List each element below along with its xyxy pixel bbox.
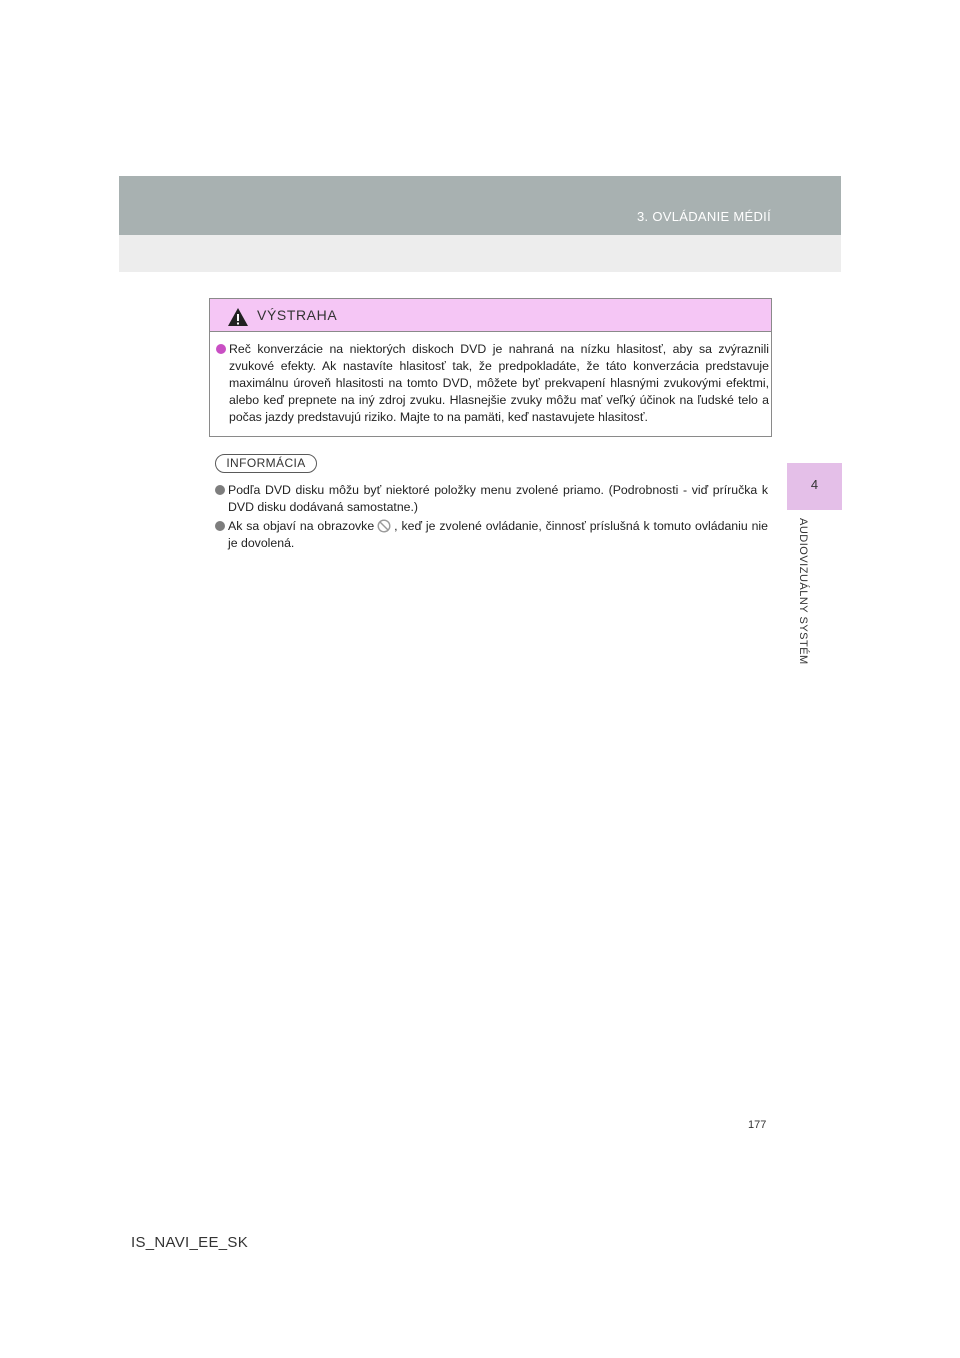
info-text-2 [215,518,768,552]
chapter-tab [787,463,842,510]
warning-header [210,299,771,332]
warning-box [209,298,772,437]
warning-title: VÝSTRAHA [257,307,338,323]
info-item-1 [215,482,768,516]
info-text-1: Podľa DVD disku môžu byť niektoré položky menu zvolené priamo. (Podrobnosti - viď príručka k DVD disku dodávaná samostatne.) [228,483,768,514]
info-text-2-before: Ak sa objaví na obrazovke [228,519,375,533]
warning-text: Reč konverzácie na niektorých diskoch DVD je nahraná na nízku hlasitosť, aby sa zvýraznili zvukové efekty. Ak nastavíte hlasitosť tak, že predpokladáte, že táto konverzácia predstavuje maximálnu úroveň hlasitosti na tomto DVD, môžete byť prekvapení hlasnými zvukovými efektmi, alebo keď prepnete na iný zdroj zvuku. Hlasnejšie zvuky môžu mať veľký účinok na ľudské telo a počas jazdy predstavujú riziko. Majte to na pamäti, keď nastavujete hlasitosť. [229,342,769,424]
bullet-icon [215,485,225,495]
chapter-side-label: AUDIOVIZUÁLNY SYSTÉM [797,518,809,665]
info-item-2 [215,518,768,552]
page-number: 177 [748,1119,767,1131]
doc-code: IS_NAVI_EE_SK [131,1234,249,1251]
bullet-icon [216,344,226,354]
chapter-number: 4 [810,477,819,492]
info-title: INFORMÁCIA [215,454,317,473]
bullet-icon [215,521,225,531]
info-text-2-after: , keď je zvolené ovládanie, činnosť príslušná k tomuto ovládaniu nie je dovolená. [228,519,769,550]
warning-item [216,341,769,426]
prohibited-icon [377,519,391,533]
section-title: 3. OVLÁDANIE MÉDIÍ [637,209,771,224]
warning-triangle-icon [227,307,249,327]
subheader-band [119,235,841,272]
header-band [119,176,841,235]
